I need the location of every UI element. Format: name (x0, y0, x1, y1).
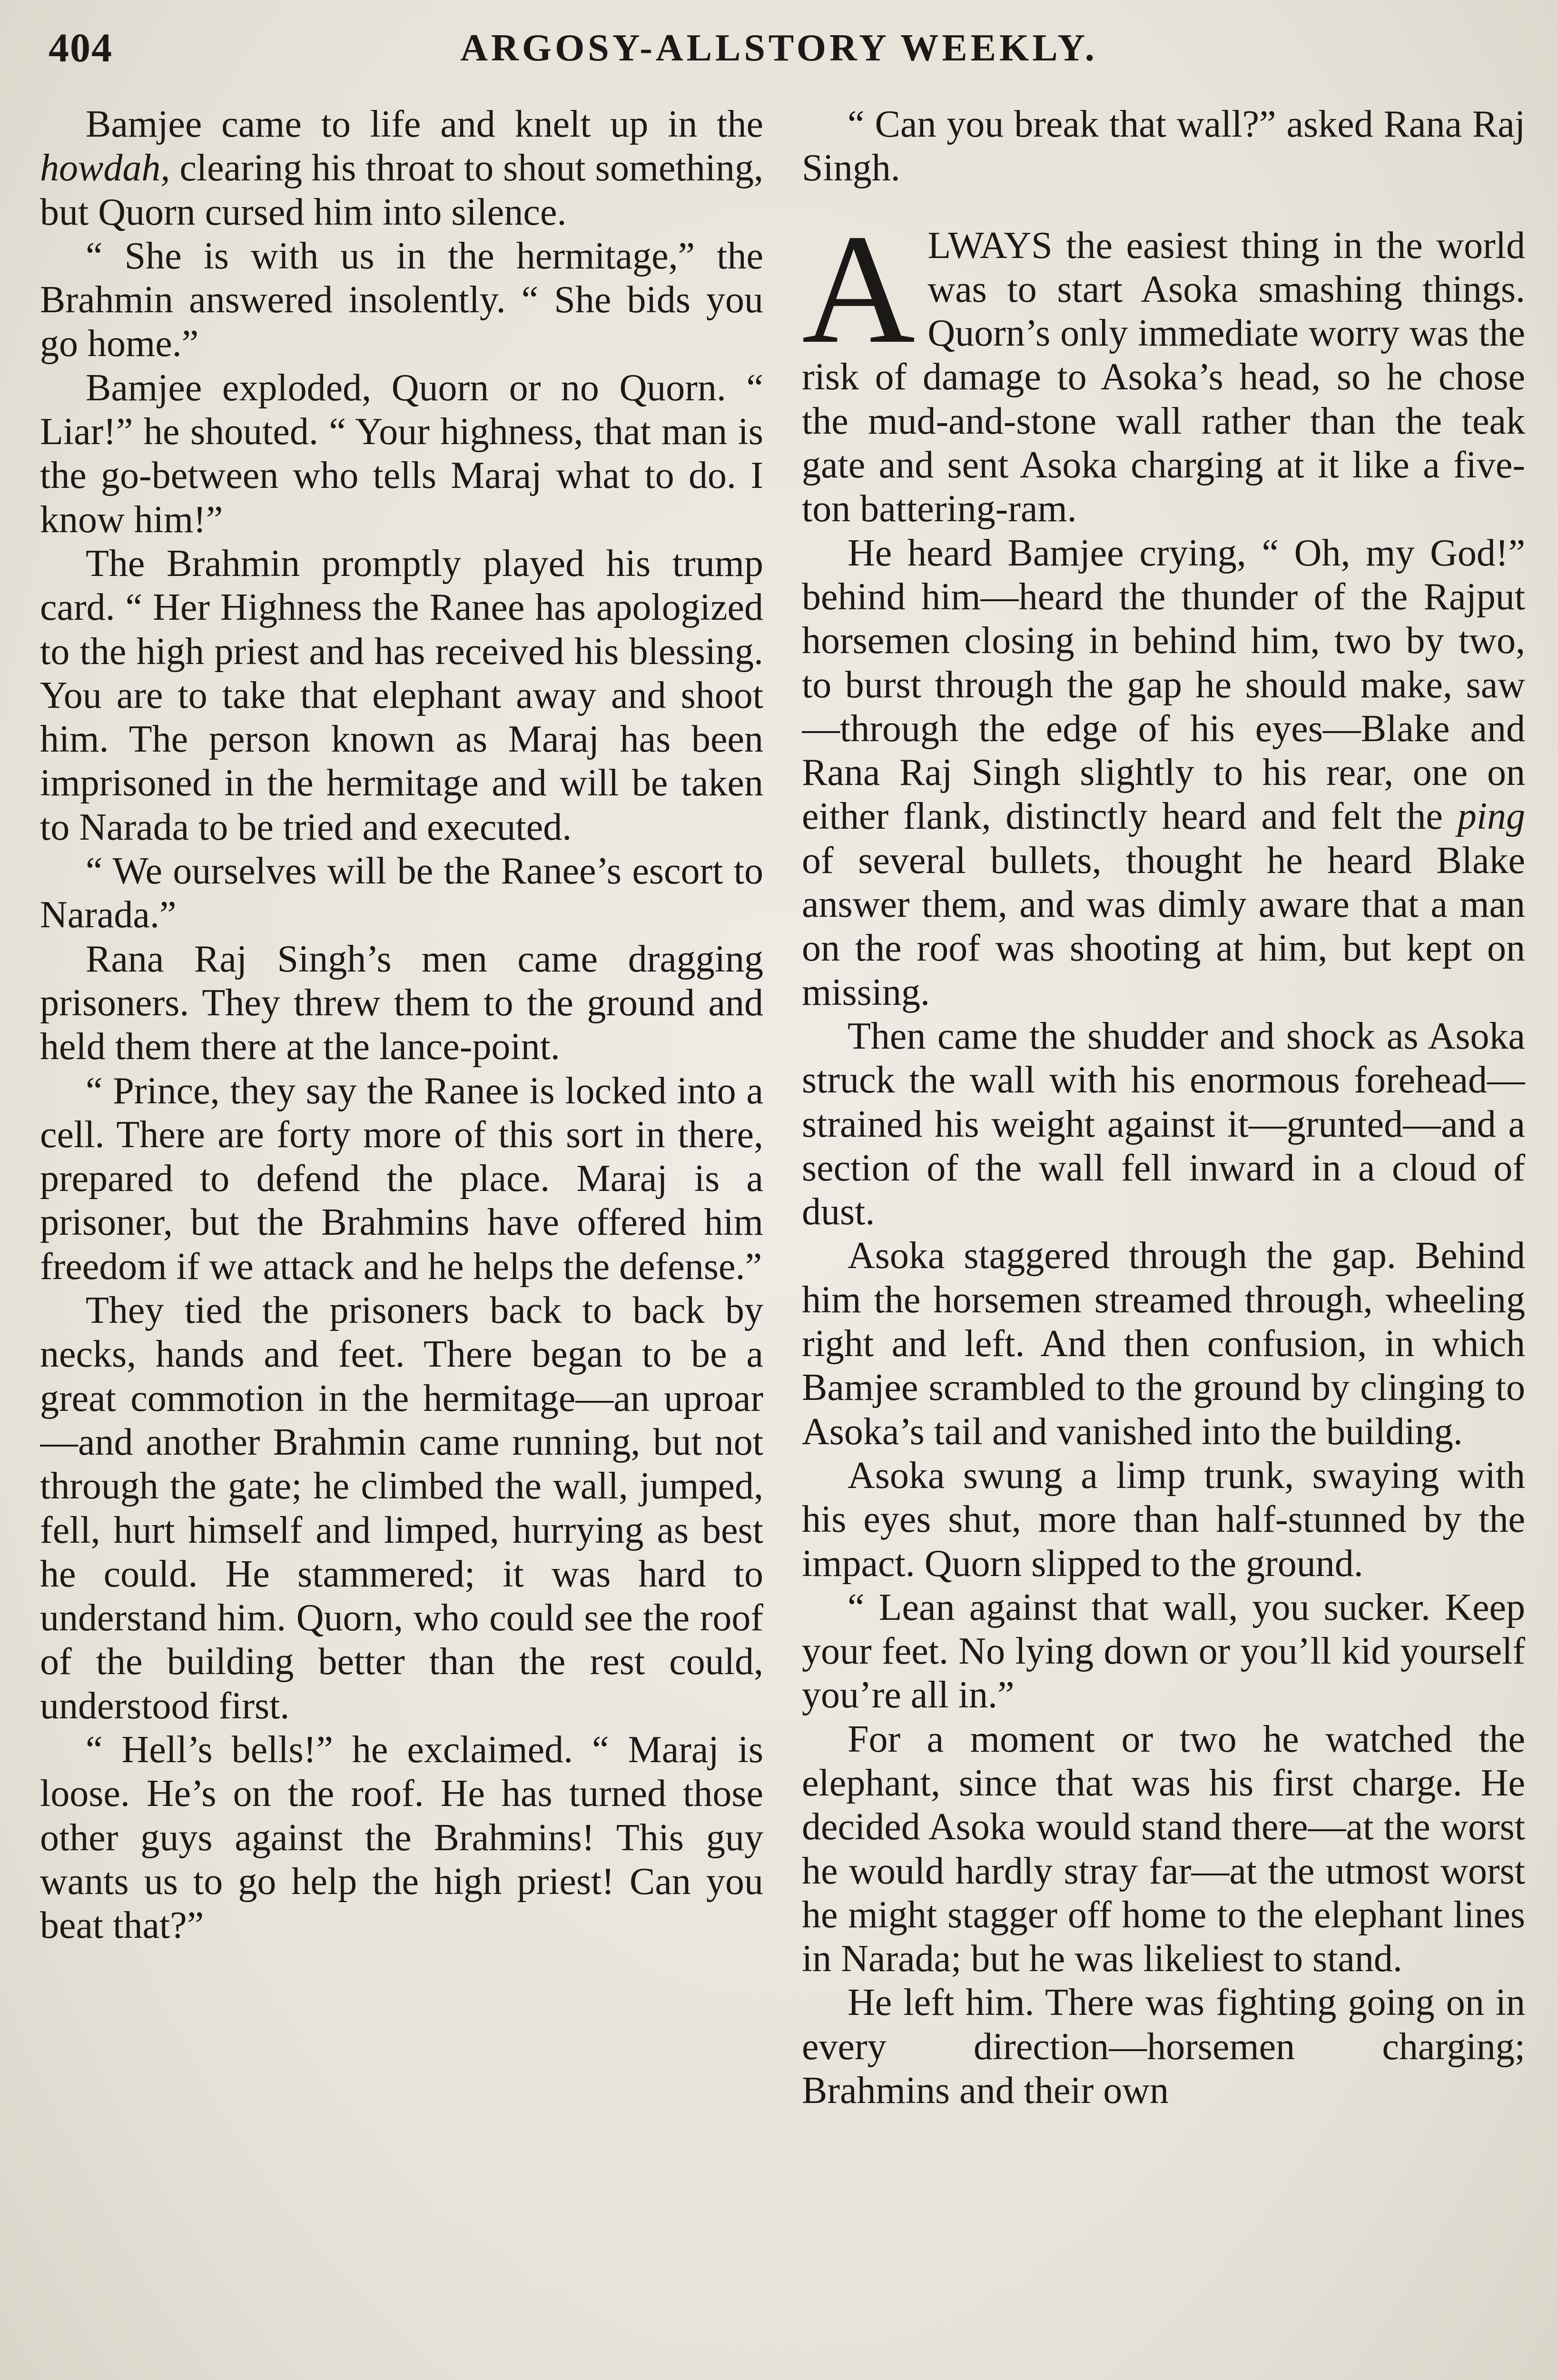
paragraph (802, 531, 1525, 1014)
text-run: Then came the shudder and shock as Asoka struck the wall with his enormous forehead—strained his weight against it—grunted—and a section of the wall fell inward in a cloud of dust. (802, 1015, 1525, 1233)
paragraph (802, 1717, 1525, 1981)
paragraph (40, 1728, 763, 1947)
running-head: ARGOSY-ALLSTORY WEEKLY. (460, 27, 1098, 69)
paragraph (40, 366, 763, 542)
drop-cap: A (802, 202, 916, 376)
page-number: 404 (49, 25, 113, 70)
text-run: “ Lean against that wall, you sucker. Keep your feet. No lying down or you’ll kid yourself you’re all in.” (802, 1586, 1525, 1716)
text-run: He heard Bamjee crying, “ Oh, my God!” behind him—heard the thunder of the Rajput horsemen closing in behind him, two by two, to burst through the gap he should make, saw—through the edge of his eyes—Blake and Rana Raj Singh slightly to his rear, one on either flank, distinctly heard and felt the (802, 532, 1525, 838)
right-column (802, 102, 1525, 2380)
text-run: LWAYS the easiest thing in the world was to start Asoka smashing things. Quorn’s only immediate worry was the risk of damage to Asoka’s head, so he chose the mud-and-stone wall rather than the teak gate and sent Asoka charging at it like a five-ton battering-ram. (802, 224, 1525, 530)
paragraph (40, 1069, 763, 1289)
page-header (39, 19, 1519, 81)
paragraph (802, 102, 1525, 190)
text-run: of several bullets, thought he heard Blake answer them, and was dimly aware that a man on the roof was shooting at him, but kept on missing. (802, 839, 1525, 1013)
text-run: He left him. There was fighting going on in every direction—horsemen charging; Brahmins and their own (802, 1982, 1525, 2112)
italic-text: ping (1457, 795, 1525, 838)
text-run: “ Hell’s bells!” he exclaimed. “ Maraj is loose. He’s on the roof. He has turned those other guys against the Brahmins! This guy wants us to go help the high priest! Can you beat that?” (40, 1728, 763, 1947)
text-run: They tied the prisoners back to back by necks, hands and feet. There began to be a great commotion in the hermitage—an uproar—and another Brahmin came running, but not through the gate; he climbed the wall, jumped, fell, hurt himself and limped, hurrying as best he could. He stammered; it was hard to understand him. Quorn, who could see the roof of the building better than the rest could, understood first. (40, 1289, 763, 1727)
text-run: “ Prince, they say the Ranee is locked into a cell. There are forty more of this sort in there, prepared to defend the place. Maraj is a prisoner, but the Brahmins have offered him freedom if we attack and he helps the defense.” (40, 1070, 763, 1288)
text-run: The Brahmin promptly played his trump card. “ Her Highness the Ranee has apologized to the high priest and has received his blessing. You are to take that elephant away and shoot him. The person known as Maraj has been imprisoned in the hermitage and will be taken to Narada to be tried and executed. (40, 542, 763, 848)
text-run: Asoka staggered through the gap. Behind him the horsemen streamed through, wheeling right and left. And then confusion, in which Bamjee scrambled to the ground by clinging to Asoka’s tail and vanished into the building. (802, 1235, 1525, 1453)
text-run: “ Can you break that wall?” asked Rana Raj Singh. (802, 103, 1525, 189)
paragraph (802, 1234, 1525, 1453)
paragraph (802, 202, 1525, 531)
paragraph (802, 1454, 1525, 1586)
text-run: Rana Raj Singh’s men came dragging prisoners. They threw them to the ground and held them there at the lance-point. (40, 938, 763, 1068)
paragraph (802, 1014, 1525, 1234)
paragraph (40, 849, 763, 937)
paragraph (802, 1981, 1525, 2112)
text-run: “ We ourselves will be the Ranee’s escort to Narada.” (40, 850, 763, 936)
text-run: Bamjee came to life and knelt up in the (86, 103, 763, 145)
paragraph (40, 542, 763, 849)
text-run: “ She is with us in the hermitage,” the Brahmin answered insolently. “ She bids you go home.” (40, 235, 763, 365)
paragraph (40, 234, 763, 366)
paragraph (40, 102, 763, 234)
text-run: Bamjee exploded, Quorn or no Quorn. “ Liar!” he shouted. “ Your highness, that man is the go-between who tells Maraj what to do. I know him!” (40, 367, 763, 541)
italic-text: howdah, (40, 147, 170, 189)
paragraph (802, 1586, 1525, 1717)
text-run: For a moment or two he watched the elephant, since that was his first charge. He decided Asoka would stand there—at the worst he would hardly stray far—at the utmost worst he might stagger off home to the elephant lines in Narada; but he was likeliest to stand. (802, 1718, 1525, 1980)
text-run: clearing his throat to shout something, but Quorn cursed him into silence. (40, 147, 763, 233)
left-column (40, 102, 763, 2380)
paragraph (40, 937, 763, 1069)
text-run: Asoka swung a limp trunk, swaying with his eyes shut, more than half-stunned by the impact. Quorn slipped to the ground. (802, 1454, 1525, 1585)
paragraph (40, 1289, 763, 1728)
